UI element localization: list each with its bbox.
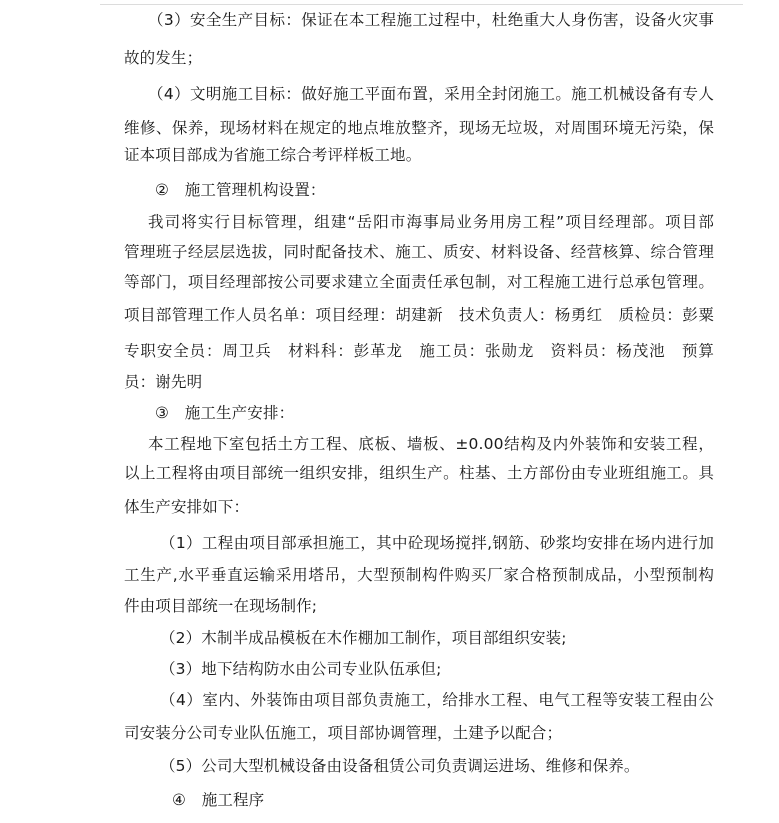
text-line-16: 体生产安排如下： [124, 498, 250, 516]
text-line-14: 本工程地下室包括土方工程、底板、墙板、±0.00结构及内外装饰和安装工程， [148, 435, 714, 453]
section-heading-4: ④ 施工程序 [172, 791, 265, 809]
text-line-24: （5）公司大型机械设备由设备租赁公司负责调运进场、维修和保养。 [160, 757, 640, 775]
text-line-15: 以上工程将由项目部统一组织安排，组织生产。柱基、土方部份由专业班组施工。具 [124, 464, 714, 482]
text-line-18: 工生产,水平垂直运输采用塔吊，大型预制构件购买厂家合格预制成品，小型预制构 [124, 566, 714, 584]
text-line-23: 司安装分公司专业队伍施工，项目部协调管理，土建予以配合； [124, 724, 563, 742]
text-line-12: 员：谢先明 [124, 373, 203, 391]
text-line-3: （4）文明施工目标：做好施工平面布置，采用全封闭施工。施工机械设备有专人 [148, 85, 714, 103]
text-line-4: 维修、保养，现场材料在规定的地点堆放整齐，现场无垃圾，对周围环境无污染，保 [124, 119, 714, 137]
text-line-1: （3）安全生产目标：保证在本工程施工过程中，杜绝重大人身伤害，设备火灾事 [148, 11, 714, 29]
page-top-rule [100, 4, 743, 5]
text-line-17: （1）工程由项目部承担施工，其中砼现场搅拌,钢筋、砂浆均安排在场内进行加 [160, 534, 714, 552]
text-line-5: 证本项目部成为省施工综合考评样板工地。 [124, 146, 422, 164]
section-heading-2: ② 施工管理机构设置： [155, 181, 326, 199]
text-line-11: 专职安全员：周卫兵 材料科：彭革龙 施工员：张勋龙 资料员：杨茂池 预算 [124, 342, 714, 360]
text-line-7: 我司将实行目标管理，组建“岳阳市海事局业务用房工程”项目经理部。项目部 [148, 213, 714, 231]
text-line-20: （2）木制半成品模板在木作棚加工制作，项目部组织安装; [160, 629, 567, 647]
text-line-21: （3）地下结构防水由公司专业队伍承但; [160, 660, 442, 678]
text-line-10: 项目部管理工作人员名单：项目经理：胡建新 技术负责人：杨勇红 质检员：彭粟 [124, 306, 714, 324]
text-line-22: （4）室内、外装饰由项目部负责施工，给排水工程、电气工程等安装工程由公 [160, 691, 714, 709]
text-line-19: 件由项目部统一在现场制作; [124, 597, 318, 615]
text-line-2: 故的发生； [124, 49, 203, 67]
text-line-9: 等部门，项目经理部按公司要求建立全面责任承包制，对工程施工进行总承包管理。 [124, 273, 714, 291]
text-line-8: 管理班子经层层选拔，同时配备技术、施工、质安、材料设备、经营核算、综合管理 [124, 243, 714, 261]
section-heading-3: ③ 施工生产安排： [155, 404, 295, 422]
